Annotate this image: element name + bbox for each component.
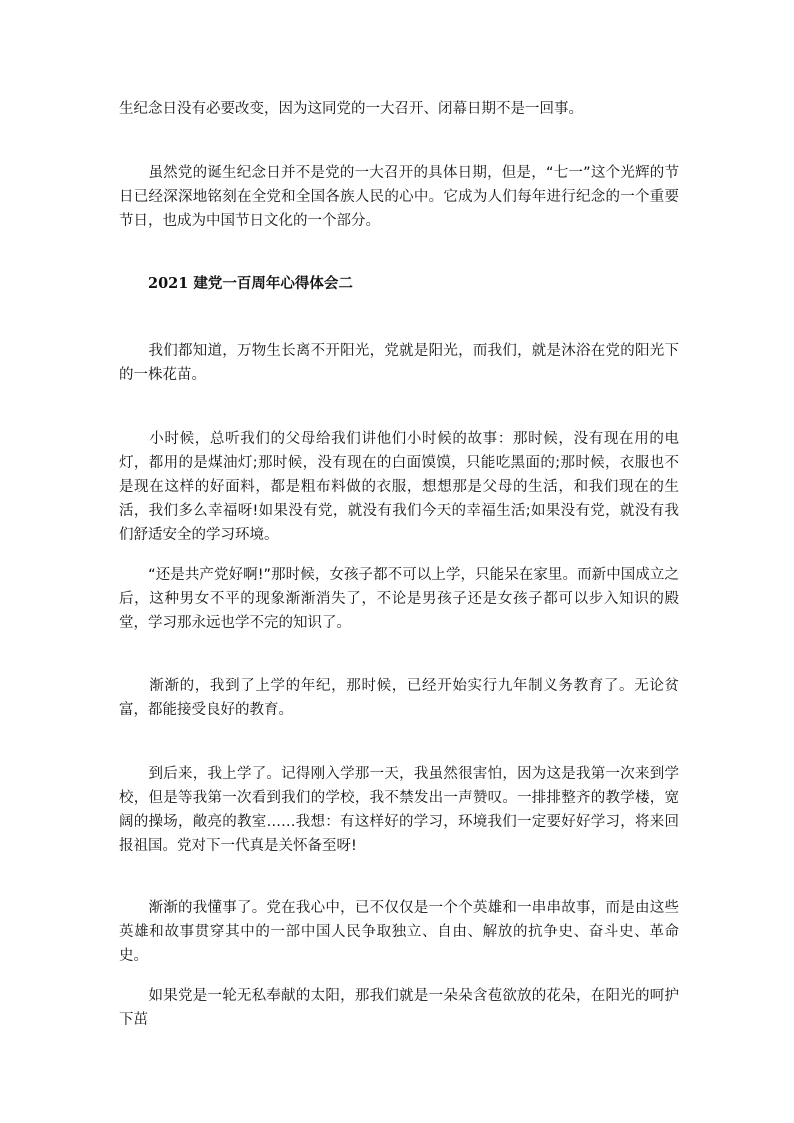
paragraph-7: 渐渐的我懂事了。党在我心中，已不仅仅是一个个英雄和一串串故事，而是由这些英雄和故事贯穿其中的一部中国人民争取独立、自由、解放的抗争史、奋斗史、革命史。	[119, 900, 679, 964]
paragraph-1: 虽然党的诞生纪念日并不是党的一大召开的具体日期，但是，“七一”这个光辉的节日已经深深地铭刻在全党和全国各族人民的心中。它成为人们每年进行纪念的一个重要节日，也成为中国节日文化的一个部分。	[119, 165, 679, 229]
paragraph-4: “还是共产党好啊!”那时候，女孩子都不可以上学，只能呆在家里。而新中国成立之后，这种男女不平的现象渐渐消失了，不论是男孩子还是女孩子都可以步入知识的殿堂，学习那永远也学不完的知识了。	[119, 567, 679, 631]
paragraph-5: 渐渐的，我到了上学的年纪，那时候，已经开始实行九年制义务教育了。无论贫富，都能接受良好的教育。	[119, 678, 679, 718]
paragraph-6: 到后来，我上学了。记得刚入学那一天，我虽然很害怕，因为这是我第一次来到学校，但是等我第一次看到我们的学校，我不禁发出一声赞叹。一排排整齐的教学楼，宽阔的操场，敞亮的教室……我想：有这样好的学习，环境我们一定要好好学习，将来回报祖国。党对下一代真是关怀备至呀!	[119, 766, 679, 854]
paragraph-8: 如果党是一轮无私奉献的太阳，那我们就是一朵朵含苞欲放的花朵，在阳光的呵护下茁	[119, 988, 679, 1028]
paragraph-3: 小时候，总听我们的父母给我们讲他们小时候的故事：那时候，没有现在用的电灯，都用的是煤油灯;那时候，没有现在的白面馍馍，只能吃黑面的;那时候，衣服也不是现在这样的好面料，都是粗布料做的衣服，想想那是父母的生活，和我们现在的生活，我们多么幸福呀!如果没有党，就没有我们今天的幸福生活;如果没有党，就没有我们舒适安全的学习环境。	[119, 431, 679, 543]
continued-paragraph: 生纪念日没有必要改变，因为这同党的一大召开、闭幕日期不是一回事。	[119, 101, 583, 117]
paragraph-2: 我们都知道，万物生长离不开阳光，党就是阳光，而我们，就是沐浴在党的阳光下的一株花苗。	[119, 343, 679, 383]
section-heading: 2021 建党一百周年心得体会二	[148, 275, 353, 292]
